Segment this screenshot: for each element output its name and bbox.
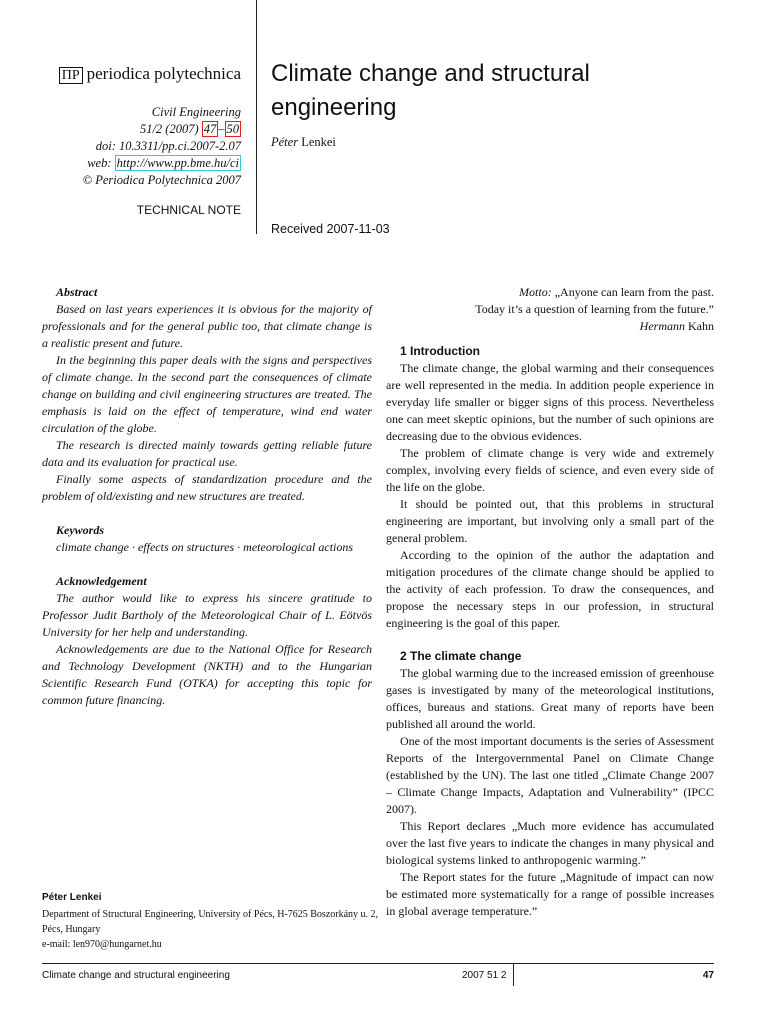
author-email: e-mail: len970@hungarnet.hu [42, 939, 162, 950]
web: web: http://www.pp.bme.hu/ci [87, 156, 239, 170]
abstract-paragraph: The research is directed mainly towards getting reliable future data and its evaluation for practical use. [42, 438, 372, 469]
body-paragraph: The problem of climate change is very wide and extremely complex, involving every fields of science, and even every side of the life on the globe. [386, 446, 714, 494]
journal-volume: 51/2 (2007) 47 – 50 [139, 122, 239, 136]
footer-rule [42, 963, 714, 964]
paper-author: Péter Lenkei [271, 135, 336, 149]
left-column [42, 284, 372, 709]
acknowledgement-paragraph: Acknowledgements are due to the National Office for Research and Technology Development (NKTH) and to the Hungarian Scientific Research Fund (OTKA) for accepting this topic for common future financing. [42, 642, 372, 707]
journal-section: Civil Engineering [151, 105, 241, 119]
copyright: © Periodica Polytechnica 2007 [82, 173, 241, 187]
body-paragraph: It should be pointed out, that this problems in structural engineering are important, but involving only a small part of the general problem. [386, 497, 714, 545]
abstract-paragraph: Finally some aspects of standardization procedure and the problem of old/existing and new structures are treated. [42, 472, 372, 503]
page-end-link[interactable]: 50 [226, 122, 239, 136]
keywords-heading: Keywords [56, 523, 104, 537]
author-info [42, 890, 382, 952]
journal-header [11, 64, 241, 217]
body-paragraph: The global warming due to the increased emission of greenhouse gases is investigated by many of the meteorological institutions, offices, bureaus and stations. Great many of reports have been published all around the world. [386, 666, 714, 731]
page-number: 47 [702, 970, 714, 981]
motto-author-last: Kahn [688, 319, 714, 333]
journal-logo-icon: ΠP [59, 67, 83, 84]
body-paragraph: One of the most important documents is the series of Assessment Reports of the Intergovernmental Panel on Climate Change (established by the UN). The last one titled „Climate Change 2007 – Climate Change Impacts, Adaptation and Vulnerability” (IPCC 2007). [386, 734, 714, 816]
abstract-paragraph: Based on last years experiences it is obvious for the majority of professionals and for the general public too, that climate change is a realistic present and future. [42, 302, 372, 350]
author-affiliation: Department of Structural Engineering, University of Pécs, H-7625 Boszorkány u. 2, Pécs, Hungary [42, 909, 379, 935]
keywords-text: climate change · effects on structures · meteorological actions [56, 540, 354, 554]
right-column [386, 284, 714, 920]
received-date: Received 2007-11-03 [271, 222, 390, 236]
motto-line: „Anyone can learn from the past. [554, 285, 714, 299]
abstract-paragraph: In the beginning this paper deals with the signs and perspectives of climate change. In the second part the consequences of climate change on building and civil engineering structures are treated. The emphasis is laid on the effect of temperature, wind end water circulation of the globe. [42, 353, 372, 435]
acknowledgement-heading: Acknowledgement [56, 574, 147, 588]
header-divider [256, 0, 257, 234]
section-heading: 2 The climate change [400, 649, 522, 663]
body-paragraph: According to the opinion of the author the adaptation and mitigation procedures of the climate change should be applied to the activity of each profession. To draw the consequences, and propose the necessary steps in our profession, in structural engineering is the goal of this paper. [386, 548, 714, 630]
web-url-link[interactable]: http://www.pp.bme.hu/ci [116, 156, 239, 170]
acknowledgement-paragraph: The author would like to express his sincere gratitude to Professor Judit Bartholy of the Meteorological Chair of L. Eötvös University for her help and understanding. [42, 591, 372, 639]
motto-author-first: Hermann [639, 319, 685, 333]
footer-title: Climate change and structural engineering [42, 970, 230, 981]
body-paragraph: The Report states for the future „Magnitude of impact can now be estimated more systematically for a range of possible increases in global average temperature.” [386, 870, 714, 918]
section-heading: 1 Introduction [400, 344, 480, 358]
paper-title: Climate change and structural engineering [271, 60, 590, 121]
motto-line: Today it’s a question of learning from the future.” [475, 302, 714, 316]
abstract-heading: Abstract [56, 285, 98, 299]
note-type: TECHNICAL NOTE [136, 203, 241, 217]
footer-issue: 2007 51 2 [462, 970, 507, 981]
doi: doi: 10.3311/pp.ci.2007-2.07 [95, 139, 241, 153]
motto-label: Motto: [519, 285, 552, 299]
body-paragraph: This Report declares „Much more evidence has accumulated over the last five years to indicate the changes in many physical and biological systems linked to anthropogenic warming.” [386, 819, 714, 867]
footer-divider [513, 964, 514, 986]
body-paragraph: The climate change, the global warming and their consequences are well represented in the media. In addition people experience in everyday life smaller or bigger signs of this process. Nevertheless one can meet skeptic opinions, but the number of such opinions are decreasing due to the obvious evidences. [386, 361, 714, 443]
motto [386, 284, 714, 335]
journal-logo [11, 64, 241, 84]
journal-name: periodica polytechnica [86, 64, 241, 83]
journal-meta [11, 104, 241, 189]
author-name: Péter Lenkei [42, 892, 102, 903]
page-start-link[interactable]: 47 [203, 122, 217, 136]
